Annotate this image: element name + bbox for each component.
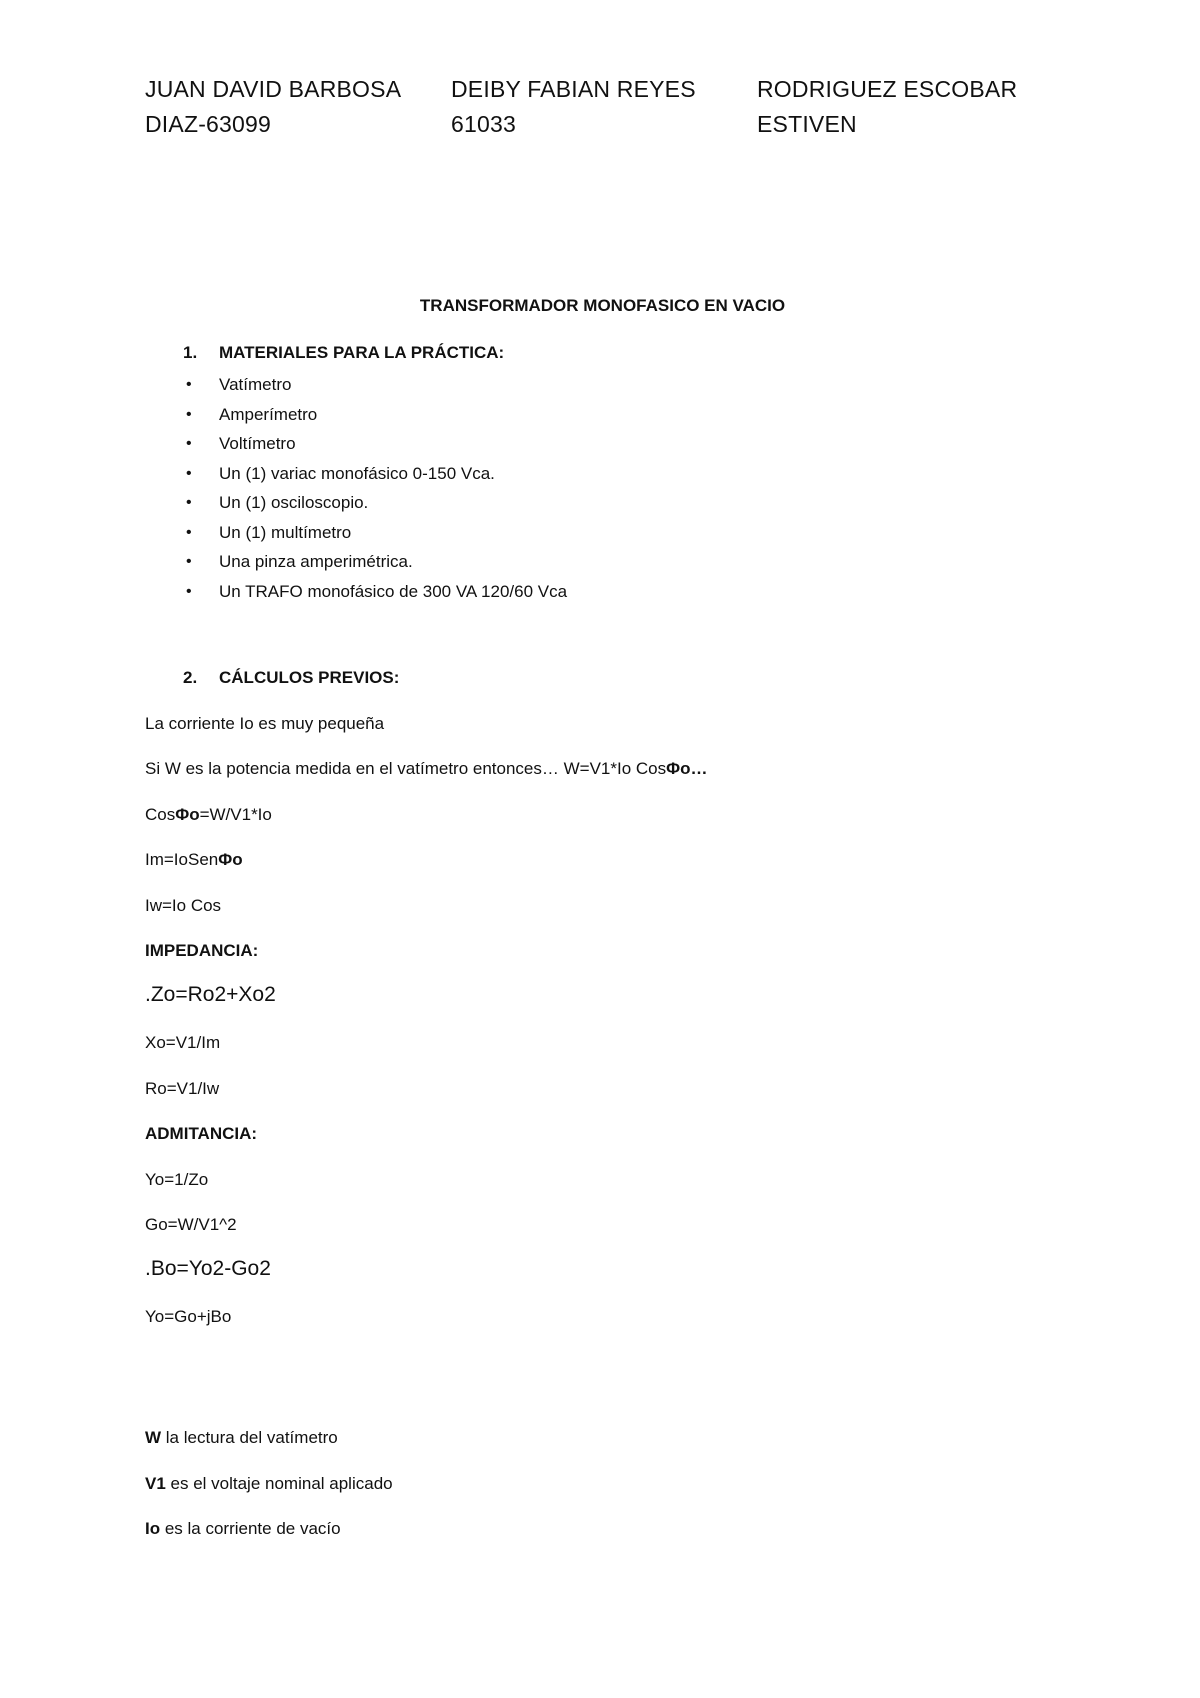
author-1 (145, 72, 401, 142)
im-formula-phi: Φo (218, 850, 243, 869)
list-item-text: Un (1) multímetro (219, 522, 352, 542)
list-item (183, 400, 567, 430)
list-item (183, 459, 567, 489)
legend-v1-text: es el voltaje nominal aplicado (165, 1474, 393, 1493)
author-2-line-1: DEIBY FABIAN REYES (451, 76, 696, 102)
yo-complex-formula: Yo=Go+jBo (145, 1307, 232, 1326)
bullet-icon: • (186, 582, 192, 600)
legend-w-text: la lectura del vatímetro (161, 1428, 338, 1447)
author-3-line-2: ESTIVEN (757, 111, 857, 137)
yo-formula: Yo=1/Zo (145, 1170, 209, 1189)
author-1-line-2: DIAZ-63099 (145, 111, 272, 137)
iw-formula: Iw=Io Cos (145, 896, 222, 915)
list-item (183, 577, 567, 607)
list-item (183, 429, 567, 459)
section-2-heading (183, 668, 399, 688)
document-title: TRANSFORMADOR MONOFASICO EN VACIO (419, 296, 786, 315)
bullet-icon: • (186, 435, 192, 452)
author-1-line-1: JUAN DAVID BARBOSA (145, 76, 402, 102)
list-item-text: Una pinza amperimétrica. (219, 552, 413, 571)
bo-formula: .Bo=Yo2-Go2 (145, 1257, 271, 1280)
bullet-icon: • (186, 494, 192, 511)
author-3-line-1: RODRIGUEZ ESCOBAR (757, 76, 1018, 102)
section-1-heading (183, 343, 504, 363)
section-2-title: CÁLCULOS PREVIOS: (219, 668, 400, 687)
author-3 (757, 72, 1017, 142)
author-2-line-2: 61033 (451, 111, 516, 137)
bullet-icon: • (186, 523, 192, 541)
list-item-text: Un (1) variac monofásico 0-150 Vca. (219, 463, 495, 483)
cos-formula-suffix: =W/V1*Io (199, 805, 272, 824)
power-formula-phi: Φo… (666, 759, 708, 778)
materials-list (183, 370, 567, 606)
legend-v1 (145, 1474, 393, 1494)
im-formula-prefix: Im=IoSen (145, 850, 219, 869)
section-1-title: MATERIALES PARA LA PRÁCTICA: (219, 343, 505, 362)
xo-formula: Xo=V1/Im (145, 1033, 221, 1052)
bullet-icon: • (186, 464, 192, 482)
im-formula (145, 850, 243, 870)
legend-w (145, 1428, 338, 1448)
list-item-text: Un (1) osciloscopio. (219, 493, 369, 512)
legend-io-text: es la corriente de vacío (160, 1519, 341, 1538)
legend-io (145, 1519, 341, 1539)
power-formula-text: Si W es la potencia medida en el vatímetro entonces… W=V1*Io Cos (145, 759, 667, 778)
legend-v1-symbol: V1 (145, 1474, 166, 1493)
list-item-text: Vatímetro (219, 375, 292, 394)
cos-formula-phi: Φo (175, 805, 200, 824)
admittance-heading: ADMITANCIA: (145, 1124, 258, 1143)
section-1-number: 1. (183, 343, 198, 362)
legend-w-symbol: W (145, 1428, 162, 1447)
impedance-heading: IMPEDANCIA: (145, 941, 259, 960)
legend-io-symbol: Io (145, 1519, 161, 1538)
section-2-number: 2. (183, 668, 198, 687)
bullet-icon: • (186, 405, 192, 423)
list-item (183, 518, 567, 548)
zo-formula: .Zo=Ro2+Xo2 (145, 983, 276, 1006)
bullet-icon: • (186, 553, 192, 570)
list-item (183, 370, 567, 400)
cos-formula-prefix: Cos (145, 805, 176, 824)
power-formula (145, 759, 707, 779)
go-formula: Go=W/V1^2 (145, 1215, 237, 1234)
bullet-icon: • (186, 376, 192, 393)
list-item-text: Amperímetro (219, 404, 318, 424)
list-item-text: Un TRAFO monofásico de 300 VA 120/60 Vca (219, 581, 568, 601)
cos-formula (145, 805, 272, 825)
list-item-text: Voltímetro (219, 434, 296, 453)
intro-text: La corriente Io es muy pequeña (145, 714, 385, 733)
author-2 (451, 72, 696, 142)
ro-formula: Ro=V1/Iw (145, 1079, 220, 1098)
list-item (183, 547, 567, 577)
list-item (183, 488, 567, 518)
